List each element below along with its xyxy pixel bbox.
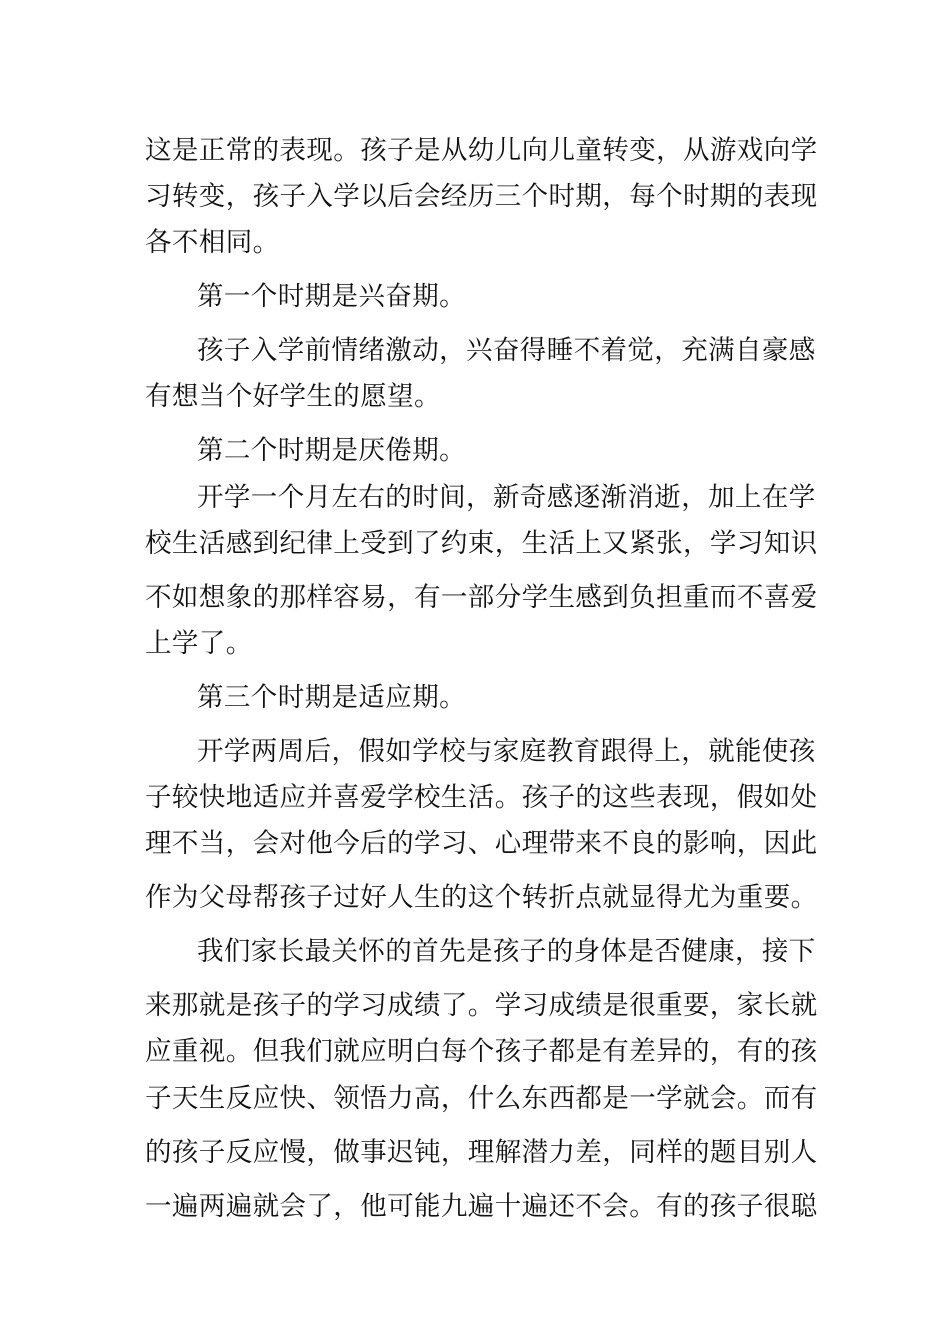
text-line: 各不相同。: [145, 227, 280, 258]
text-line: 第三个时期是适应期。: [197, 682, 466, 713]
text-line: 开学一个月左右的时间，新奇感逐渐消逝，加上在学: [197, 482, 816, 513]
text-line: 应重视。但我们就应明白每个孩子都是有差异的，有的孩: [145, 1036, 818, 1067]
text-line: 的孩子反应慢，做事迟钝，理解潜力差，同样的题目别人: [145, 1137, 818, 1168]
text-line: 上学了。: [145, 628, 253, 659]
text-line: 我们家长最关怀的首先是孩子的身体是否健康，接下: [197, 936, 816, 967]
text-line: 子天生反应快、领悟力高，什么东西都是一学就会。而有: [145, 1083, 818, 1114]
text-line: 第一个时期是兴奋期。: [197, 281, 466, 312]
text-line: 不如想象的那样容易，有一部分学生感到负担重而不喜爱: [145, 582, 818, 613]
text-line: 习转变，孩子入学以后会经历三个时期，每个时期的表现: [145, 181, 818, 212]
text-line: 作为父母帮孩子过好人生的这个转折点就显得尤为重要。: [145, 882, 818, 913]
text-line: 来那就是孩子的学习成绩了。学习成绩是很重要，家长就: [145, 990, 818, 1021]
text-line: 一遍两遍就会了，他可能九遍十遍还不会。有的孩子很聪: [145, 1191, 818, 1222]
text-line: 第二个时期是厌倦期。: [197, 435, 466, 466]
text-line: 开学两周后，假如学校与家庭教育跟得上，就能使孩: [197, 736, 816, 767]
text-line: 有想当个好学生的愿望。: [145, 381, 441, 412]
text-line: 理不当，会对他今后的学习、心理带来不良的影响，因此: [145, 828, 818, 859]
text-line: 校生活感到纪律上受到了约束，生活上又紧张，学习知识: [145, 528, 818, 559]
text-line: 这是正常的表现。孩子是从幼儿向儿童转变，从游戏向学: [145, 135, 818, 166]
text-line: 子较快地适应并喜爱学校生活。孩子的这些表现，假如处: [145, 782, 818, 813]
text-line: 孩子入学前情绪激动，兴奋得睡不着觉，充满自豪感: [197, 335, 816, 366]
